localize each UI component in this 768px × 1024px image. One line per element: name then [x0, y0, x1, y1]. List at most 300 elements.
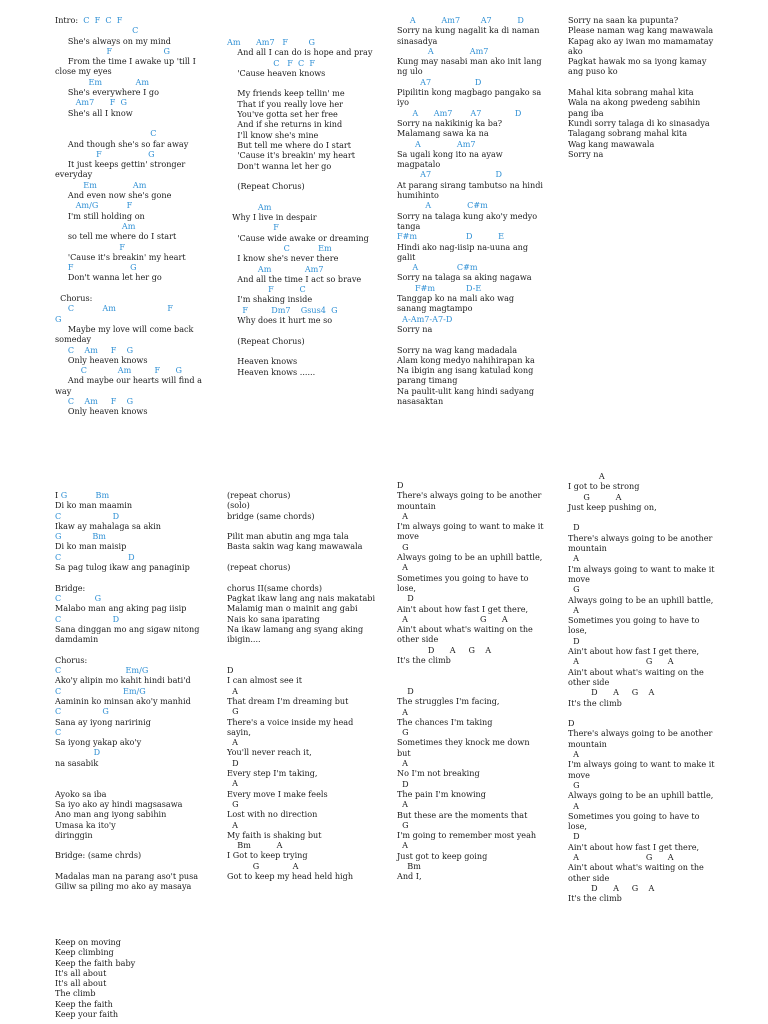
song-line	[568, 533, 715, 543]
lyric-text: Sana ay iyong naririnig	[55, 716, 151, 727]
song-line	[55, 334, 202, 344]
lyric-text: You'll never reach it,	[227, 747, 312, 758]
song-line	[568, 667, 715, 677]
song-line	[227, 356, 372, 366]
lyric-text: A	[227, 685, 238, 696]
song-line	[227, 861, 375, 871]
song-line	[55, 283, 202, 293]
song-line	[55, 871, 199, 881]
song-line	[55, 727, 199, 737]
song-line	[55, 15, 202, 25]
lyric-text: Sana dinggan mo ang sigaw nitong	[55, 623, 200, 634]
lyric-text: mountain	[397, 500, 436, 511]
song-line	[55, 747, 199, 757]
song-line	[227, 346, 372, 356]
lyric-text: And all the time I act so brave	[227, 273, 362, 284]
lyric-text: Why I live in despair	[227, 212, 317, 223]
lyric-text: damdamin	[55, 634, 99, 645]
lyric-text: Wala na akong pwedeng sabihin	[568, 97, 701, 108]
song-line	[55, 778, 199, 788]
lyric-text: way	[55, 385, 72, 396]
lyric-text: It's all about	[55, 967, 107, 978]
lyric-text: iyo	[397, 97, 410, 108]
lyric-text: Sorry na	[397, 323, 433, 334]
song-line	[568, 149, 713, 159]
lyric-text: Di ko man maisip	[55, 541, 127, 552]
lyric-text: It's the climb	[397, 655, 451, 666]
lyric-text: Bridge:	[55, 582, 86, 593]
song-line	[55, 211, 202, 221]
lyric-text: Intro:	[55, 15, 84, 25]
lyric-text: D	[397, 593, 414, 604]
song-line	[397, 737, 544, 747]
song-line	[397, 511, 544, 521]
chord-text: A Am7 A7 D	[397, 15, 524, 25]
lyric-text: Pilit man abutin ang mga tala	[227, 531, 349, 542]
song-line	[568, 656, 715, 666]
lyric-text: D	[227, 757, 239, 768]
song-line	[568, 139, 713, 149]
song-line	[568, 698, 715, 708]
song-line	[397, 128, 543, 138]
song-line	[227, 675, 375, 685]
song-line	[397, 686, 544, 696]
lyric-text: A	[397, 840, 408, 851]
song-line	[397, 614, 544, 624]
chord-text: A C#m	[397, 262, 478, 273]
lyric-text: Sorry na talaga kung ako'y medyo	[397, 210, 538, 221]
chord-text: A Am7	[397, 45, 489, 56]
lyric-text: someday	[55, 334, 92, 345]
song-line	[55, 25, 202, 35]
lyric-text: A G A	[397, 613, 508, 624]
song-line	[568, 502, 715, 512]
song-line	[397, 810, 544, 820]
lyric-text: I got to be strong	[568, 481, 640, 492]
song-line	[55, 314, 202, 324]
lyric-text: Only heaven knows	[55, 354, 148, 365]
lyric-text: humihinto	[397, 190, 439, 201]
song-line	[397, 768, 544, 778]
lyric-text: It's the climb	[568, 697, 622, 708]
song-line	[227, 264, 372, 274]
song-column-6	[227, 490, 375, 881]
lyric-text: D A G A	[568, 687, 655, 698]
song-line	[227, 161, 372, 171]
song-line	[568, 811, 715, 821]
song-line	[397, 283, 543, 293]
lyric-text: Ayoko sa iba	[55, 788, 107, 799]
song-line	[227, 583, 375, 593]
lyric-text: She's all I know	[55, 107, 133, 118]
lyric-text: D A G A	[397, 644, 492, 655]
lyric-text: Hindi ako nag-iisip na-uuna ang	[397, 241, 529, 252]
chord-text: G Bm	[55, 531, 106, 542]
lyric-text: A	[227, 778, 238, 789]
lyric-text: Kapag ako ay iwan mo mamamatay	[568, 35, 714, 46]
lyric-text: Ako'y alipin mo kahit hindi bati'd	[55, 675, 191, 686]
song-line	[227, 305, 372, 315]
lyric-text: Sa pag tulog ikaw ang panaginip	[55, 562, 190, 573]
lyric-text: Sometimes you going to have to	[568, 615, 700, 626]
lyric-text: She's everywhere I go	[55, 87, 159, 98]
chord-text: C Am F G	[55, 395, 134, 406]
song-line	[55, 87, 202, 97]
song-column-4	[568, 15, 713, 159]
song-line	[227, 181, 372, 191]
song-line	[397, 645, 544, 655]
lyric-text: It's all about	[55, 978, 107, 989]
lyric-text: And if she returns in kind	[227, 119, 343, 130]
lyric-text: G	[397, 727, 409, 738]
lyric-text: G A	[227, 860, 299, 871]
song-line	[397, 77, 543, 87]
lyric-text: And even now she's gone	[55, 190, 172, 201]
song-line	[55, 521, 199, 531]
song-line	[397, 799, 544, 809]
lyric-text: But these are the moments that	[397, 809, 528, 820]
song-line	[227, 686, 375, 696]
song-line	[227, 593, 375, 603]
lyric-text: pang iba	[568, 107, 604, 118]
song-line	[55, 108, 202, 118]
lyric-text: move	[568, 573, 590, 584]
lyric-text: My friends keep tellin' me	[227, 88, 345, 99]
song-line	[55, 272, 202, 282]
lyric-text: A	[397, 562, 408, 573]
song-line	[397, 252, 543, 262]
song-line	[397, 521, 544, 531]
lyric-text: Got to keep my head held high	[227, 870, 354, 881]
lyric-text: Why does it hurt me so	[227, 315, 333, 326]
lyric-text: Sorry na kung nagalit ka di naman	[397, 25, 540, 36]
song-line	[568, 564, 715, 574]
song-line	[397, 36, 543, 46]
lyric-text: ng ulo	[397, 66, 423, 77]
lyric-text: Di ko man maamin	[55, 500, 133, 511]
song-line	[568, 728, 715, 738]
song-line	[397, 748, 544, 758]
song-line	[397, 871, 544, 881]
song-line	[397, 758, 544, 768]
song-line	[568, 46, 713, 56]
song-line	[55, 789, 199, 799]
lyric-text: tanga	[397, 220, 421, 231]
song-line	[227, 562, 375, 572]
chord-text: C D	[55, 551, 135, 562]
lyric-text: That if you really love her	[227, 98, 344, 109]
lyric-text: Ain't about what's waiting on the	[568, 862, 704, 873]
lyric-text: The chances I'm taking	[397, 716, 493, 727]
chord-text: C Am F G	[55, 344, 134, 355]
lyric-text: Lost with no direction	[227, 809, 318, 820]
song-line	[397, 118, 543, 128]
lyric-text: move	[568, 769, 590, 780]
lyric-text: Ain't about how fast I get there,	[568, 646, 700, 657]
lyric-text: Malabo man ang aking pag iisip	[55, 603, 187, 614]
song-line	[55, 56, 202, 66]
song-line	[227, 140, 372, 150]
song-line	[55, 603, 199, 613]
lyric-text: 'Cause heaven knows	[227, 67, 326, 78]
song-line	[55, 159, 202, 169]
chord-text: F G	[55, 262, 137, 273]
song-line	[397, 324, 543, 334]
lyric-text: I'm always going to want to make it	[568, 759, 715, 770]
song-line	[227, 222, 372, 232]
song-line	[55, 968, 135, 978]
song-line	[397, 861, 544, 871]
song-line	[227, 233, 372, 243]
lyric-text: Every move I make feels	[227, 788, 328, 799]
lyric-text: Pagkat hawak mo sa iyong kamay	[568, 56, 707, 67]
lyric-text: galit	[397, 251, 416, 262]
lyric-text: Keep the faith	[55, 998, 113, 1009]
chord-text: Am Am7	[227, 263, 324, 274]
song-line	[227, 706, 375, 716]
lyric-text: A	[397, 758, 408, 769]
song-line	[227, 717, 375, 727]
lyric-text: Keep on moving	[55, 937, 121, 947]
lyric-text: Na paulit-ulit kang hindi sadyang	[397, 385, 535, 396]
lyric-text: And though she's so far away	[55, 138, 189, 149]
song-line	[397, 56, 543, 66]
lyric-text: A	[397, 799, 408, 810]
song-line	[568, 615, 715, 625]
song-line	[397, 262, 543, 272]
lyric-text: It just keeps gettin' stronger	[55, 159, 186, 170]
song-line	[55, 490, 199, 500]
song-line	[397, 375, 543, 385]
lyric-text: Chorus:	[55, 293, 93, 304]
song-line	[55, 634, 199, 644]
lyric-text: Sorry na nakikinig ka ba?	[397, 117, 503, 128]
song-line	[397, 365, 543, 375]
lyric-text: so tell me where do I start	[55, 231, 177, 242]
song-line	[227, 809, 375, 819]
lyric-text: Just keep pushing on,	[568, 501, 657, 512]
song-line	[227, 47, 372, 57]
lyric-text: Just got to keep going	[397, 850, 488, 861]
lyric-text: Madalas man na parang aso't pusa	[55, 870, 199, 881]
lyric-text: From the time I awake up 'till I	[55, 56, 196, 67]
chord-text: A Am7	[397, 138, 476, 149]
song-line	[227, 603, 375, 613]
chord-text: C Am F G	[55, 365, 182, 376]
lyric-text: Tanggap ko na mali ako wag	[397, 293, 515, 304]
song-line	[397, 87, 543, 97]
lyric-text: A	[397, 706, 408, 717]
song-line	[397, 542, 544, 552]
song-line	[397, 396, 543, 406]
song-line	[568, 36, 713, 46]
song-line	[397, 851, 544, 861]
song-line	[55, 675, 199, 685]
song-line	[568, 522, 715, 532]
song-line	[55, 396, 202, 406]
song-line	[227, 696, 375, 706]
lyric-text: Talagang sobrang mahal kita	[568, 128, 688, 139]
lyric-text: And I,	[397, 871, 422, 882]
chord-text: C Em/G	[55, 665, 149, 676]
lyric-text: I know she's never there	[227, 253, 339, 264]
lyric-text: Bm A	[227, 840, 283, 851]
song-line	[568, 543, 715, 553]
song-line	[397, 46, 543, 56]
song-line	[397, 231, 543, 241]
lyric-text: Ain't about what's waiting on the	[568, 666, 704, 677]
song-line	[55, 128, 202, 138]
lyric-text: A	[397, 510, 408, 521]
song-line	[55, 830, 199, 840]
song-line	[227, 202, 372, 212]
song-line	[397, 314, 543, 324]
song-line	[55, 552, 199, 562]
song-line	[55, 999, 135, 1009]
song-line	[568, 749, 715, 759]
song-line	[55, 840, 199, 850]
song-line	[227, 634, 375, 644]
lyric-text: There's always going to be another	[568, 532, 713, 543]
lyric-text: Don't wanna let her go	[55, 272, 162, 283]
lyric-text: G	[227, 706, 239, 717]
song-line	[568, 605, 715, 615]
lyric-text: There's always going to be another	[568, 728, 713, 739]
chord-text: Am7 F G	[55, 97, 127, 108]
lyric-text: At parang sirang tambutso na hindi	[397, 179, 543, 190]
song-line	[227, 109, 372, 119]
chord-text: F#m D-E	[397, 282, 482, 293]
song-line	[397, 25, 543, 35]
song-line	[568, 481, 715, 491]
song-line	[227, 212, 372, 222]
lyric-text: diringgin	[55, 829, 93, 840]
song-line	[397, 552, 544, 562]
lyric-text: The pain I'm knowing	[397, 788, 486, 799]
song-line	[55, 345, 202, 355]
song-line	[397, 211, 543, 221]
lyric-text: Sorry na	[568, 148, 604, 159]
chord-text: C F C F	[227, 57, 315, 68]
lyric-text: ang puso ko	[568, 66, 618, 77]
lyric-text: A G A	[568, 656, 674, 667]
song-column-5	[55, 490, 199, 892]
song-line	[397, 830, 544, 840]
song-line	[55, 531, 199, 541]
song-line	[397, 593, 544, 603]
song-line	[227, 171, 372, 181]
lyric-text: Kundi sorry talaga di ko sinasadya	[568, 117, 710, 128]
lyric-text: move	[397, 531, 419, 542]
lyric-text: Ain't about how fast I get there,	[397, 603, 529, 614]
song-line	[568, 821, 715, 831]
chord-text: F C	[227, 284, 306, 295]
song-line	[568, 584, 715, 594]
song-line	[55, 365, 202, 375]
lyric-text: (repeat chorus)	[227, 562, 291, 573]
chord-text: F	[227, 222, 279, 233]
song-line	[227, 747, 375, 757]
song-line	[397, 707, 544, 717]
lyric-text: Kung may nasabi man ako init lang	[397, 56, 542, 67]
lyric-text: 'Cause wide awake or dreaming	[227, 232, 369, 243]
song-line	[568, 56, 713, 66]
lyric-text: Aaminin ko minsan ako'y manhid	[55, 695, 191, 706]
lyric-text: No I'm not breaking	[397, 768, 480, 779]
song-line	[55, 881, 199, 891]
lyric-text: I'll know she's mine	[227, 129, 319, 140]
chord-text: C D	[55, 613, 120, 624]
lyric-text: And all I can do is hope and pray	[227, 47, 373, 58]
chord-text: F G	[55, 45, 170, 56]
song-line	[397, 66, 543, 76]
song-line	[227, 490, 375, 500]
song-line	[55, 500, 199, 510]
song-line	[568, 118, 713, 128]
song-line	[568, 770, 715, 780]
song-line	[397, 820, 544, 830]
lyric-text: other side	[397, 634, 439, 645]
song-line	[397, 97, 543, 107]
song-line	[55, 644, 199, 654]
song-line	[568, 636, 715, 646]
lyric-text: D A G A	[568, 882, 655, 893]
song-line	[55, 937, 135, 947]
song-line	[568, 595, 715, 605]
song-line	[568, 128, 713, 138]
lyric-text: Sometimes you going to have to	[568, 810, 700, 821]
lyric-text: D	[397, 685, 414, 696]
lyric-text: Heaven knows	[227, 356, 298, 367]
song-line	[568, 87, 713, 97]
song-line	[55, 262, 202, 272]
song-line	[227, 840, 375, 850]
song-line	[55, 303, 202, 313]
chord-text: F	[55, 241, 125, 252]
song-line	[55, 190, 202, 200]
lyric-text: G	[397, 819, 409, 830]
lyric-text: A	[227, 737, 238, 748]
lyric-text: D	[568, 522, 580, 533]
song-line	[227, 644, 375, 654]
lyric-text: I'm shaking inside	[227, 294, 313, 305]
song-line	[397, 272, 543, 282]
song-line	[227, 541, 375, 551]
lyric-text: Pipilitin kong magbago pangako sa	[397, 87, 542, 98]
lyric-text: Only heaven knows	[55, 406, 148, 417]
song-column-8	[568, 471, 715, 903]
chord-text: C	[55, 25, 139, 36]
song-line	[227, 511, 375, 521]
lyric-text: bridge (same chords)	[227, 510, 315, 521]
lyric-text: G	[227, 798, 239, 809]
song-line	[397, 717, 544, 727]
lyric-text: Basta sakin wag kang mawawala	[227, 541, 363, 552]
song-line	[397, 676, 544, 686]
lyric-text: A	[568, 749, 579, 760]
song-line	[227, 119, 372, 129]
chord-text: C Em	[227, 242, 332, 253]
song-line	[55, 355, 202, 365]
song-line	[397, 840, 544, 850]
chord-text: C Em/G	[55, 685, 146, 696]
song-line	[55, 583, 199, 593]
chord-text: Em Am	[55, 76, 149, 87]
lyric-text: Malamig man o mainit ang gabi	[227, 603, 358, 614]
song-line	[55, 572, 199, 582]
chord-text: C F C F	[83, 15, 123, 25]
song-line	[397, 108, 543, 118]
